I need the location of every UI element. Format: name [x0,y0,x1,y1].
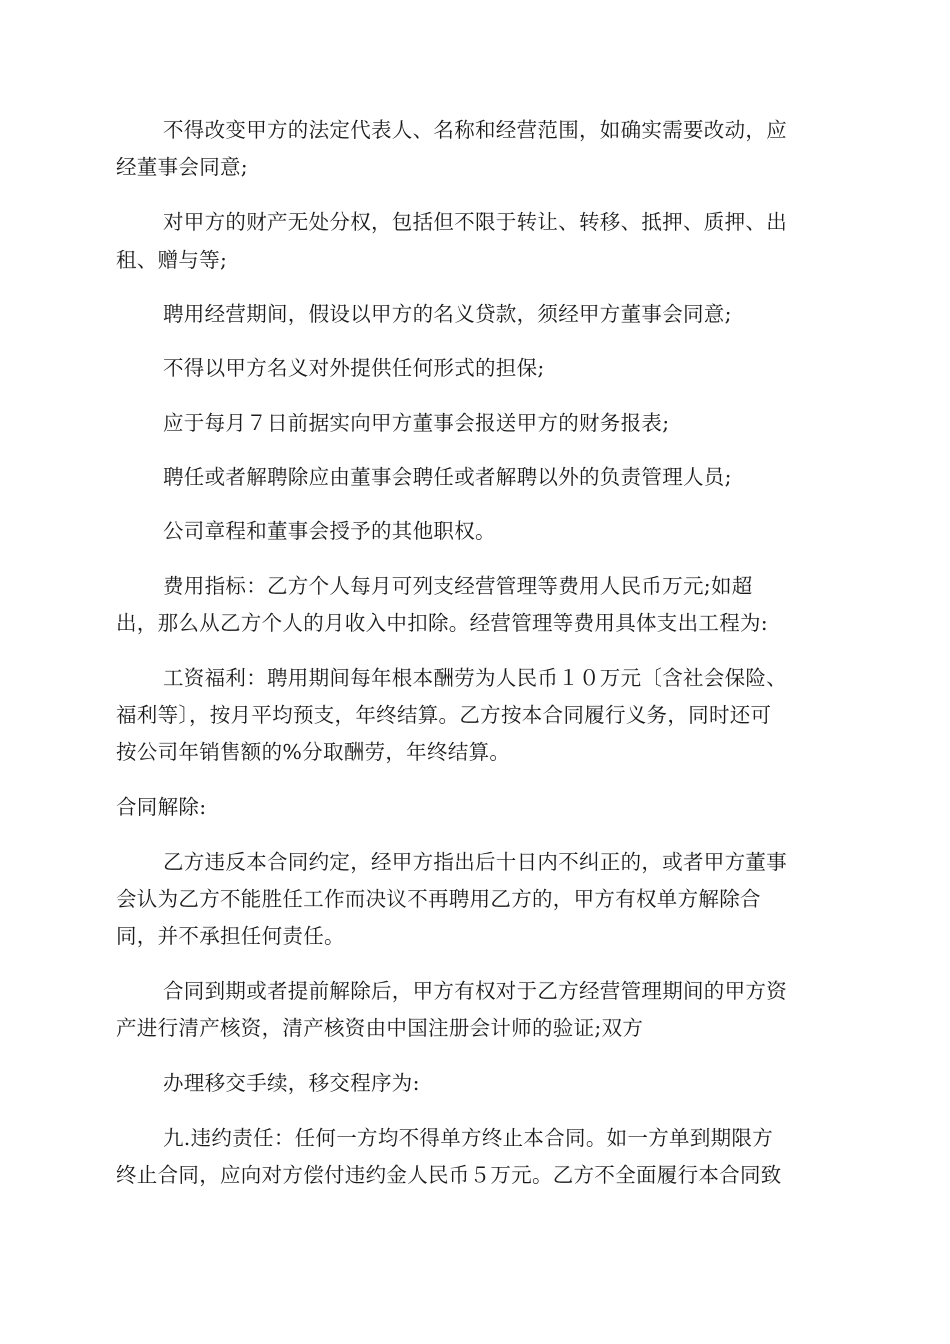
text-line: 九.违约责任：任何一方均不得单方终止本合同。如一方单到期限方 [163,1126,774,1150]
text-line: 福利等〕，按月平均预支，年终结算。乙方按本合同履行义务，同时还可 [116,703,772,727]
text-line: 终止合同，应向对方偿付违约金人民币５万元。乙方不全面履行本合同致 [116,1163,782,1187]
text-line: 费用指标：乙方个人每月可列支经营管理等费用人民币万元;如超 [163,574,753,598]
text-line: 对甲方的财产无处分权，包括但不限于转让、转移、抵押、质押、出 [163,210,787,234]
text-line: 产进行清产核资，清产核资由中国注册会计师的验证;双方 [116,1016,644,1040]
text-line: 不得改变甲方的法定代表人、名称和经营范围，如确实需要改动，应 [163,118,787,142]
text-line: 出，那么从乙方个人的月收入中扣除。经营管理等费用具体支出工程为: [116,611,769,635]
text-line: 公司章程和董事会授予的其他职权。 [163,519,496,543]
text-line: 按公司年销售额的%分取酬劳，年终结算。 [116,740,511,764]
text-line: 应于每月７日前据实向甲方董事会报送甲方的财务报表; [163,411,670,435]
text-line: 会认为乙方不能胜任工作而决议不再聘用乙方的，甲方有权单方解除合 [116,887,761,911]
text-line: 聘用经营期间，假设以甲方的名义贷款，须经甲方董事会同意; [163,302,732,326]
text-line: 工资福利：聘用期间每年根本酬劳为人民币１０万元〔含社会保险、 [163,666,787,690]
text-line: 不得以甲方名义对外提供任何形式的担保; [163,356,545,380]
text-line: 租、赠与等; [116,248,228,272]
text-line: 聘任或者解聘除应由董事会聘任或者解聘以外的负责管理人员; [163,465,732,489]
text-line: 同，并不承担任何责任。 [116,924,345,948]
text-line: 办理移交手续，移交程序为: [163,1071,420,1095]
text-line: 经董事会同意; [116,155,249,179]
text-line: 合同到期或者提前解除后，甲方有权对于乙方经营管理期间的甲方资 [163,979,787,1003]
text-line: 乙方违反本合同约定，经甲方指出后十日内不纠正的，或者甲方董事 [163,850,787,874]
section-heading: 合同解除: [116,795,207,819]
